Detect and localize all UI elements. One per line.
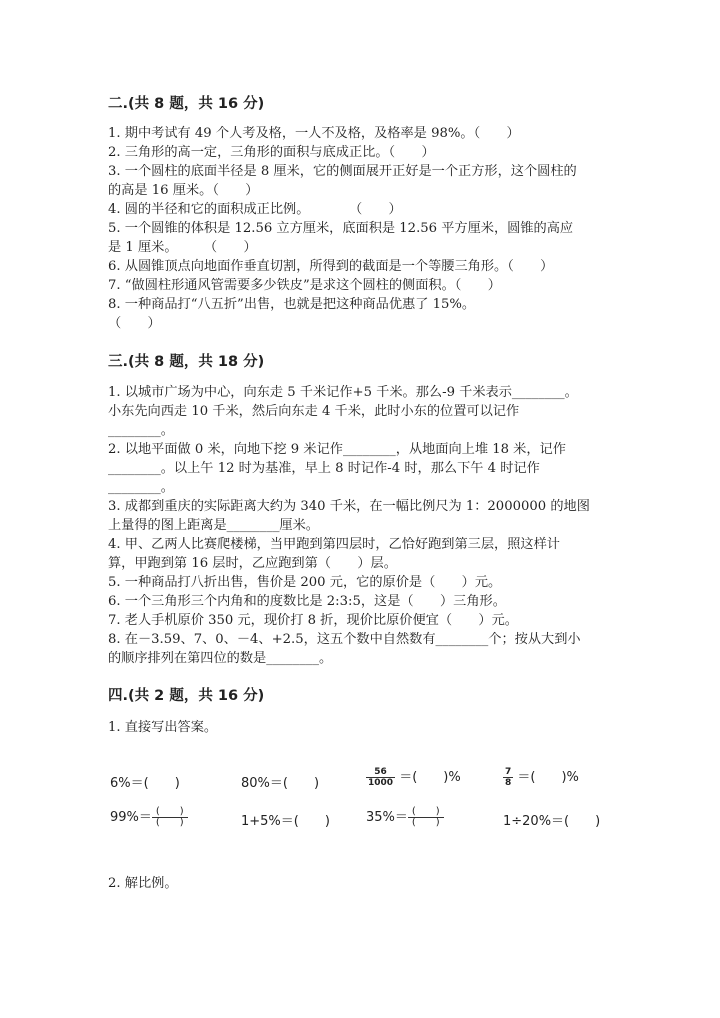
section3-heading: 三.(共 8 题，共 18 分) [108, 354, 265, 370]
s2-q2: 2. 三角形的高一定，三角形的面积与底成正比。（ ） [108, 145, 435, 160]
fraction-56-1000 [366, 767, 395, 788]
calc-99-percent [110, 806, 188, 828]
s3-q7: 7. 老人手机原价 350 元，现价打 8 折，现价比原价便宜（ ）元。 [108, 613, 518, 628]
s2-q4: 4. 圆的半径和它的面积成正比例。 （ ） [108, 202, 402, 217]
fraction-numerator: ( ) [408, 807, 444, 818]
s3-q1-line3: ________。 [108, 423, 174, 438]
s3-q3-line2: 上量得的图上距离是________厘米。 [108, 518, 319, 533]
s3-q1-line1: 1. 以城市广场为中心，向东走 5 千米记作+5 千米。那么-9 千米表示________。 [108, 385, 578, 400]
fraction-denominator: 1000 [368, 778, 394, 788]
calc-1-plus-5-percent: 1+5%＝( ) [241, 814, 330, 829]
s3-q8-line2: 的顺序排列在第四位的数是________。 [108, 651, 333, 666]
s2-q3-line2: 的高是 16 厘米。（ ） [108, 183, 259, 198]
calc-35-percent [366, 806, 444, 828]
s3-q1-line2: 小东先向西走 10 千米，然后向东走 4 千米，此时小东的位置可以记作 [108, 404, 520, 419]
calc-35-percent-head: 35%＝ [366, 810, 408, 825]
s3-q6: 6. 一个三角形三个内角和的度数比是 2:3:5，这是（ ）三角形。 [108, 594, 506, 609]
calc-7-over-8 [503, 766, 579, 788]
fraction-numerator: 56 [366, 767, 395, 778]
s2-q7: 7. “做圆柱形通风管需要多少铁皮”是求这个圆柱的侧面积。（ ） [108, 278, 501, 293]
calc-56-over-1000 [366, 766, 461, 788]
s2-q6: 6. 从圆锥顶点向地面作垂直切割，所得到的截面是一个等腰三角形。（ ） [108, 259, 554, 274]
calc-56-over-1000-tail: ＝( )% [399, 770, 461, 785]
s3-q4-line1: 4. 甲、乙两人比赛爬楼梯，当甲跑到第四层时，乙恰好跑到第三层，照这样计 [108, 537, 560, 552]
s2-q5-line1: 5. 一个圆锥的体积是 12.56 立方厘米，底面积是 12.56 平方厘米，圆锥的高应 [108, 221, 574, 236]
s2-q5-line2: 是 1 厘米。 （ ） [108, 240, 257, 255]
s4-q1: 1. 直接写出答案。 [108, 720, 218, 735]
s2-q3-line1: 3. 一个圆柱的底面半径是 8 厘米，它的侧面展开正好是一个正方形，这个圆柱的 [108, 164, 577, 179]
s2-q8-line1: 8. 一种商品打“八五折”出售，也就是把这种商品优惠了 15%。 [108, 297, 476, 312]
s3-q2-line1: 2. 以地平面做 0 米，向地下挖 9 米记作________，从地面向上堆 18 米，记作 [108, 442, 566, 457]
fraction-numerator: ( ) [152, 807, 188, 818]
fraction-numerator: 7 [505, 767, 512, 777]
section2-heading: 二.(共 8 题，共 16 分) [108, 96, 265, 112]
s3-q5: 5. 一种商品打八折出售，售价是 200 元，它的原价是（ ）元。 [108, 575, 502, 590]
s3-q8-line1: 8. 在－3.59、7、0、－4、+2.5，这五个数中自然数有________个；按从大到小 [108, 632, 581, 647]
s3-q2-line3: ________。 [108, 480, 174, 495]
s2-q1: 1. 期中考试有 49 个人考及格，一人不及格，及格率是 98%。（ ） [108, 126, 520, 141]
fraction-blank [408, 807, 444, 828]
s2-q8-line2: （ ） [108, 316, 161, 331]
calc-99-percent-head: 99%＝ [110, 810, 152, 825]
calc-7-over-8-tail: ＝( )% [517, 770, 579, 785]
fraction-denominator: 8 [505, 778, 512, 788]
fraction-blank [152, 807, 188, 828]
s3-q4-line2: 算，甲跑到第 16 层时，乙应跑到第（ ）层。 [108, 556, 397, 571]
calc-80-percent: 80%＝( ) [241, 776, 320, 791]
s4-q2: 2. 解比例。 [108, 876, 178, 891]
s3-q3-line1: 3. 成都到重庆的实际距离大约为 340 千米，在一幅比例尺为 1：2000000 的地图 [108, 499, 590, 514]
calc-6-percent: 6%＝( ) [110, 776, 180, 791]
fraction-denominator: ( ) [155, 817, 184, 828]
fraction-denominator: ( ) [411, 817, 440, 828]
s3-q2-line2: ________。以上午 12 时为基准，早上 8 时记作-4 时，那么下午 4 时记作 [108, 461, 540, 476]
calc-1-div-20-percent: 1÷20%＝( ) [503, 814, 601, 829]
section4-heading: 四.(共 2 题，共 16 分) [108, 688, 265, 704]
fraction-7-8 [503, 767, 513, 788]
